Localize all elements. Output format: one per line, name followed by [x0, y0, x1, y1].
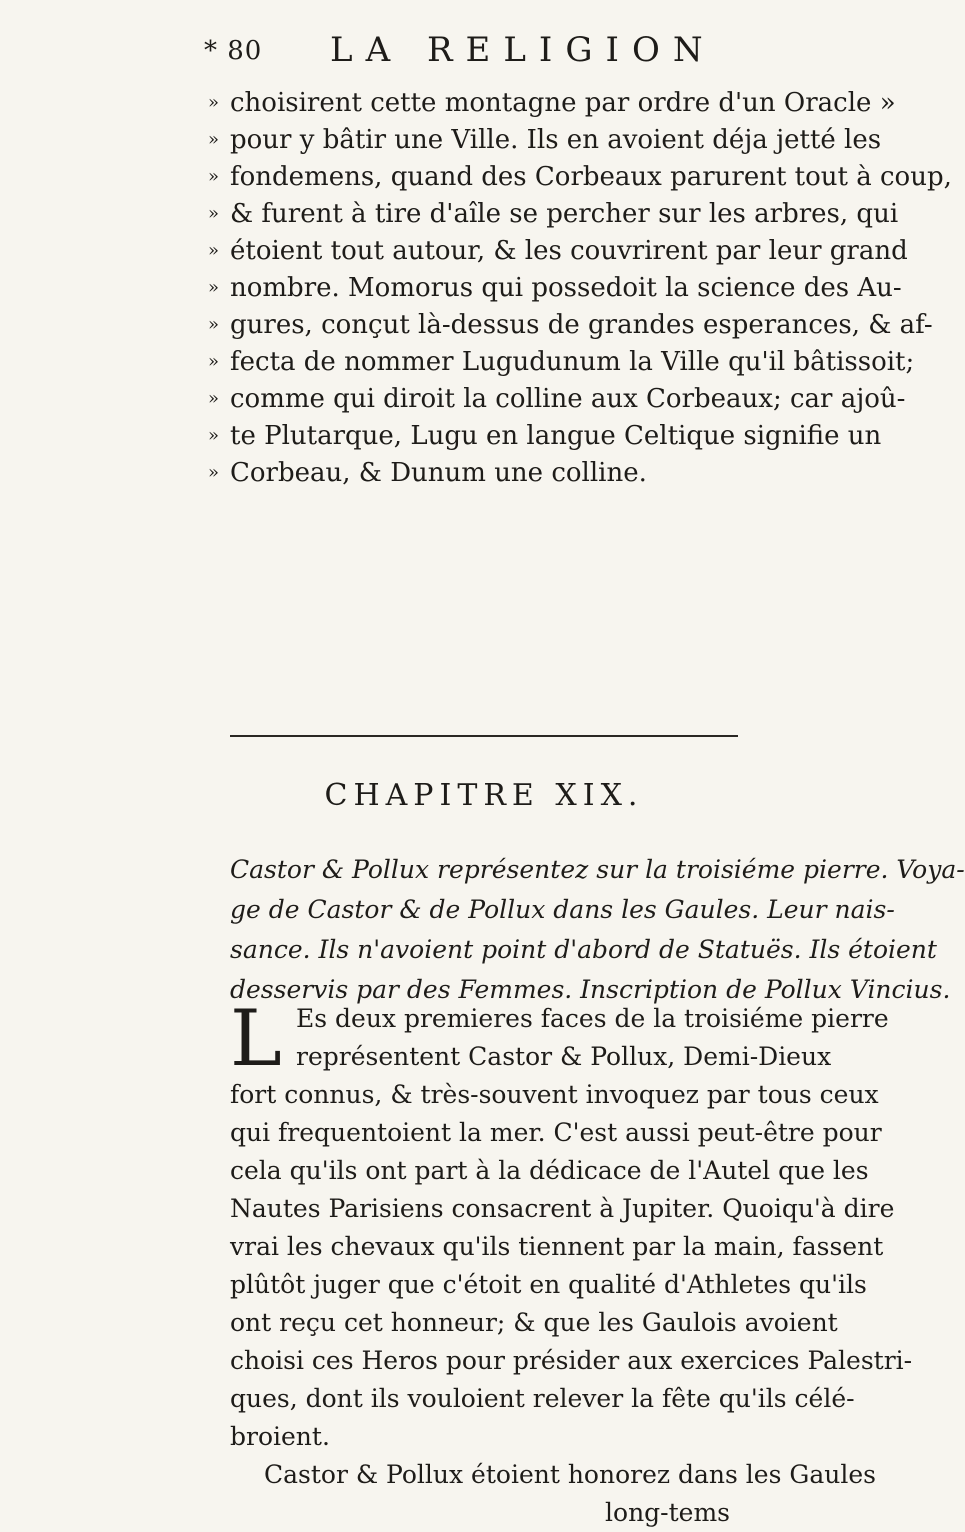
body-line: fort connus, & très-souvent invoquez par tous ceux — [230, 1080, 879, 1109]
summary-line: desservis par des Femmes. Inscription de Pollux Vincius. — [230, 975, 951, 1004]
quote-mark: » — [208, 314, 220, 335]
quote-mark: » — [208, 277, 220, 298]
catchword: long-tems — [605, 1498, 730, 1527]
quote-line: » étoient tout autour, & les couvrirent par leur grand — [230, 232, 908, 270]
quote-line: » te Plutarque, Lugu en langue Celtique signifie un — [230, 417, 881, 455]
quote-mark: » — [208, 240, 220, 261]
quote-mark: » — [208, 425, 220, 446]
body-line: Es deux premieres faces de la troisiéme pierre — [296, 1004, 889, 1033]
quote-mark: » — [208, 92, 220, 113]
body-text — [230, 994, 913, 1532]
quote-mark: » — [208, 388, 220, 409]
body-line: broient. — [230, 1422, 330, 1451]
body-line: ont reçu cet honneur; & que les Gaulois avoient — [230, 1308, 838, 1337]
quote-line: » pour y bâtir une Ville. Ils en avoient déja jetté les — [230, 121, 881, 159]
quote-mark: » — [208, 351, 220, 372]
body-line: vrai les chevaux qu'ils tiennent par la main, fassent — [230, 1232, 884, 1261]
chapter-summary — [230, 850, 965, 1010]
quote-mark: » — [208, 203, 220, 224]
quote-line: » choisirent cette montagne par ordre d'un Oracle » — [230, 84, 896, 122]
quote-mark: » — [208, 129, 220, 150]
quote-mark: » — [208, 462, 220, 483]
summary-line: Castor & Pollux représentez sur la troisiéme pierre. Voya- — [230, 855, 965, 884]
body-line: plûtôt juger que c'étoit en qualité d'Athletes qu'ils — [230, 1270, 867, 1299]
quote-line: » Corbeau, & Dunum une colline. — [230, 454, 647, 492]
chapter-title: CHAPITRE XIX. — [324, 778, 644, 813]
drop-cap: L — [230, 994, 282, 1084]
quote-line: » fondemens, quand des Corbeaux parurent tout à coup, — [230, 158, 952, 196]
summary-line: sance. Ils n'avoient point d'abord de Statuës. Ils étoient — [230, 935, 937, 964]
body-line: qui frequentoient la mer. C'est aussi peut-être pour — [230, 1118, 882, 1147]
body-line: choisi ces Heros pour présider aux exercices Palestri- — [230, 1346, 913, 1375]
body-line: Castor & Pollux étoient honorez dans les Gaules — [264, 1460, 876, 1489]
page-number: * 80 — [204, 36, 263, 66]
quote-line: » comme qui diroit la colline aux Corbeaux; car ajoû- — [230, 380, 905, 418]
summary-line: ge de Castor & de Pollux dans les Gaules. Leur nais- — [230, 895, 895, 924]
running-title: LA RELIGION — [330, 30, 716, 70]
quote-line: » fecta de nommer Lugudunum la Ville qu'il bâtissoit; — [230, 343, 914, 381]
body-line: cela qu'ils ont part à la dédicace de l'Autel que les — [230, 1156, 869, 1185]
body-line: représentent Castor & Pollux, Demi-Dieux — [296, 1042, 832, 1071]
body-line: Nautes Parisiens consacrent à Jupiter. Quoiqu'à dire — [230, 1194, 895, 1223]
quote-line: » & furent à tire d'aîle se percher sur les arbres, qui — [230, 195, 898, 233]
quote-mark: » — [208, 166, 220, 187]
body-line: ques, dont ils vouloient relever la fête qu'ils célé- — [230, 1384, 855, 1413]
page-header — [0, 30, 800, 70]
section-rule — [230, 735, 738, 737]
quote-line: » gures, conçut là-dessus de grandes esperances, & af- — [230, 306, 933, 344]
quote-line: » nombre. Momorus qui possedoit la science des Au- — [230, 269, 902, 307]
